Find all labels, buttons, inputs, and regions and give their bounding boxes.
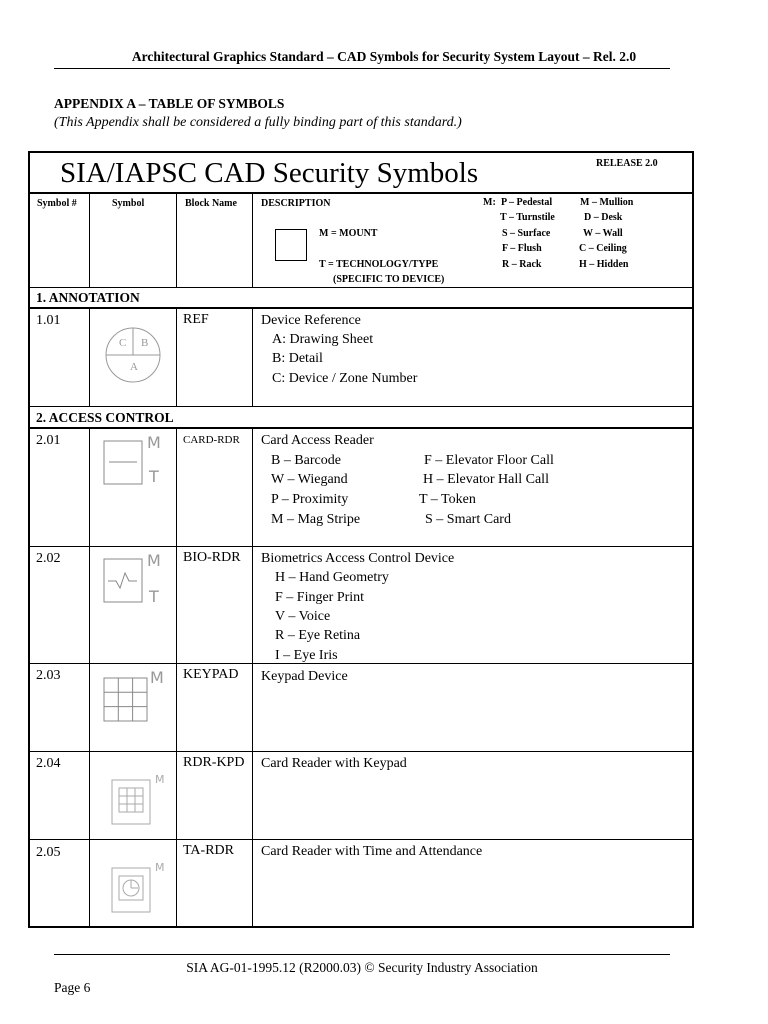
time-attendance-reader-symbol-icon — [111, 867, 151, 913]
description-line: V – Voice — [275, 609, 331, 624]
mount-code: R – Rack — [502, 259, 542, 270]
description-line: I – Eye Iris — [275, 648, 338, 663]
block-name: REF — [183, 312, 209, 327]
description-line: M – Mag Stripe — [271, 512, 361, 527]
section-heading-access-control: 2. ACCESS CONTROL — [36, 410, 174, 425]
technology-letter: T — [149, 467, 159, 486]
device-description: Biometrics Access Control Device — [261, 551, 455, 566]
description-line: A: Drawing Sheet — [272, 332, 374, 347]
title-divider — [30, 192, 692, 194]
mount-letter: M — [150, 668, 164, 687]
description-line: F – Elevator Floor Call — [424, 453, 554, 468]
symbol-number: 2.05 — [36, 845, 61, 860]
legend-technology: T = TECHNOLOGY/TYPE — [319, 259, 439, 270]
symbol-number: 2.04 — [36, 756, 61, 771]
block-name: TA-RDR — [183, 843, 234, 858]
description-line: H – Hand Geometry — [275, 570, 389, 585]
biometric-reader-symbol-icon — [103, 558, 143, 603]
description-line: B: Detail — [272, 351, 323, 366]
header-rule — [54, 68, 670, 69]
device-description: Keypad Device — [261, 669, 348, 684]
symbol-number: 2.01 — [36, 433, 61, 448]
footer-citation: SIA AG-01-1995.12 (R2000.03) © Security Industry Association — [186, 960, 538, 975]
appendix-note: (This Appendix shall be considered a fully binding part of this standard.) — [54, 115, 462, 130]
description-line: R – Eye Retina — [275, 628, 361, 643]
keypad-symbol-icon — [103, 677, 148, 722]
description-line: P – Proximity — [271, 492, 349, 507]
block-name: RDR-KPD — [183, 755, 245, 770]
mount-code: H – Hidden — [579, 259, 629, 270]
legend-mount: M = MOUNT — [319, 228, 378, 239]
footer-rule — [54, 954, 670, 955]
description-line: B – Barcode — [271, 453, 341, 468]
release-label: RELEASE 2.0 — [596, 158, 658, 169]
block-name: KEYPAD — [183, 667, 239, 682]
table-title: SIA/IAPSC CAD Security Symbols — [60, 157, 479, 189]
device-description: Card Reader with Time and Attendance — [261, 844, 483, 859]
technology-letter: T — [149, 587, 159, 606]
symbols-table — [28, 151, 694, 928]
legend-technology-note: (SPECIFIC TO DEVICE) — [333, 274, 445, 285]
mount-code: S – Surface — [502, 228, 551, 239]
mount-code: F – Flush — [502, 243, 542, 254]
symbol-number: 2.02 — [36, 551, 61, 566]
col-header-description: DESCRIPTION — [261, 198, 331, 209]
description-line: W – Wiegand — [271, 472, 348, 487]
device-description: Card Access Reader — [261, 433, 374, 448]
section-heading-annotation: 1. ANNOTATION — [36, 290, 140, 305]
mount-letter: M — [155, 773, 165, 786]
description-line: F – Finger Print — [275, 590, 365, 605]
document-header: Architectural Graphics Standard – CAD Symbols for Security System Layout – Rel. 2.0 — [131, 49, 637, 64]
mount-code: C – Ceiling — [579, 243, 627, 254]
symbol-number: 2.03 — [36, 668, 61, 683]
col-header-symbol: Symbol — [112, 198, 145, 209]
card-reader-symbol-icon — [103, 440, 143, 485]
mount-letter: M — [147, 433, 161, 452]
device-description: Device Reference — [261, 313, 361, 328]
legend-m-prefix: M: — [483, 197, 496, 208]
mount-code: W – Wall — [583, 228, 623, 239]
reader-keypad-symbol-icon — [111, 779, 151, 825]
mount-letter: M — [147, 551, 161, 570]
description-line: H – Elevator Hall Call — [423, 472, 549, 487]
description-line: S – Smart Card — [425, 512, 511, 527]
col-header-symbol-num: Symbol # — [37, 198, 77, 209]
page-number: Page 6 — [54, 980, 91, 995]
mount-code: P – Pedestal — [501, 197, 553, 208]
ref-symbol-icon — [103, 325, 163, 385]
ref-symbol-letter: A — [130, 361, 138, 373]
device-description: Card Reader with Keypad — [261, 756, 407, 771]
mount-code: T – Turnstile — [500, 212, 555, 223]
symbol-number: 1.01 — [36, 313, 61, 328]
mount-code: D – Desk — [584, 212, 623, 223]
block-name: CARD-RDR — [183, 434, 240, 446]
ref-symbol-letter: B — [141, 337, 149, 349]
block-name: BIO-RDR — [183, 550, 241, 565]
description-line: T – Token — [419, 492, 476, 507]
col-header-block-name: Block Name — [185, 198, 237, 209]
description-line: C: Device / Zone Number — [272, 371, 418, 386]
mount-letter: M — [155, 861, 165, 874]
mount-code: M – Mullion — [580, 197, 634, 208]
legend-symbol-box — [275, 229, 307, 261]
appendix-title: APPENDIX A – TABLE OF SYMBOLS — [54, 96, 285, 111]
ref-symbol-letter: C — [119, 337, 127, 349]
